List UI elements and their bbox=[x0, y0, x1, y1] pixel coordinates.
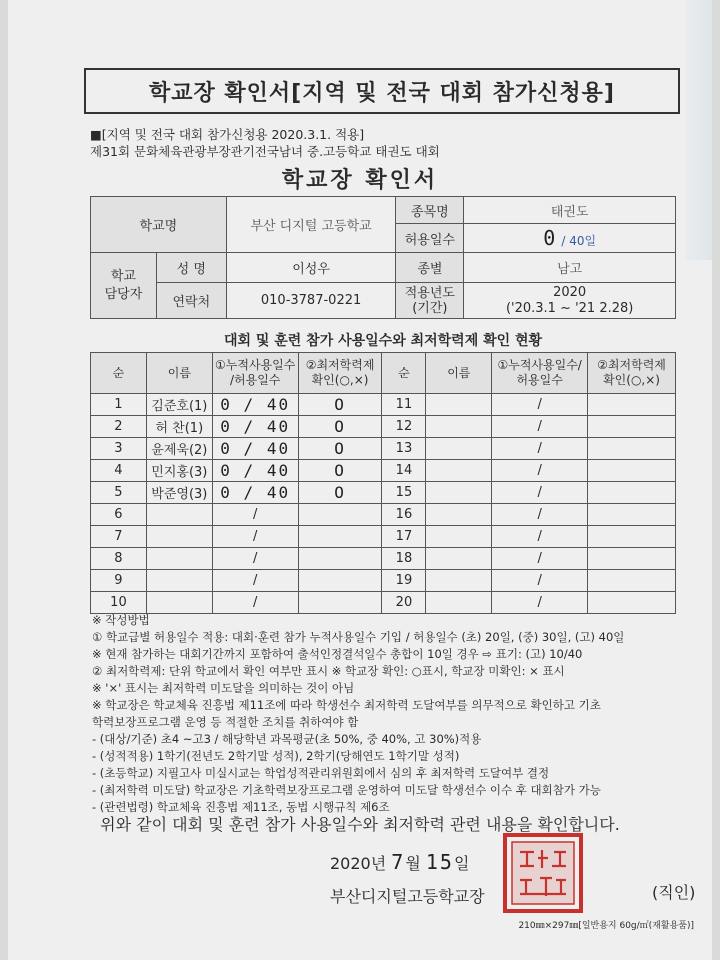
row-no-right: 19 bbox=[382, 570, 426, 592]
row-no-right: 15 bbox=[382, 482, 426, 504]
row-no: 7 bbox=[91, 526, 147, 548]
row-grade-right bbox=[588, 460, 676, 482]
row-days-right: / bbox=[492, 548, 588, 570]
row-grade-right bbox=[588, 438, 676, 460]
row-no-right: 17 bbox=[382, 526, 426, 548]
row-grade bbox=[298, 548, 382, 570]
row-days: / bbox=[212, 526, 298, 548]
col-header-days-right: ①누적사용일수/ 허용일수 bbox=[492, 353, 588, 394]
application-note: ■[지역 및 전국 대회 참가신청용 2020.3.1. 적용] bbox=[90, 127, 365, 142]
row-grade-right bbox=[588, 394, 676, 416]
note-line: - (대상/기준) 초4 ~고3 / 해당학년 과목평균(초 50%, 중 40%, 고 30%)적용 bbox=[92, 732, 482, 746]
row-no: 8 bbox=[91, 548, 147, 570]
table-row bbox=[91, 526, 676, 548]
usage-table bbox=[90, 352, 676, 614]
date-month: 7 bbox=[391, 850, 406, 874]
row-name bbox=[146, 592, 212, 614]
row-grade-right bbox=[588, 526, 676, 548]
staff-name-label: 성 명 bbox=[156, 253, 226, 283]
row-no: 2 bbox=[91, 416, 147, 438]
row-name: 허 찬(1) bbox=[146, 416, 212, 438]
row-no-right: 18 bbox=[382, 548, 426, 570]
row-grade-right bbox=[588, 548, 676, 570]
row-no-right: 20 bbox=[382, 592, 426, 614]
col-header-name-right: 이름 bbox=[426, 353, 492, 394]
row-no-right: 12 bbox=[382, 416, 426, 438]
row-grade-right bbox=[588, 416, 676, 438]
row-days-right: / bbox=[492, 438, 588, 460]
note-line: ※ 작성방법 bbox=[92, 613, 150, 627]
school-name-label: 학교명 bbox=[91, 197, 227, 253]
row-name bbox=[146, 504, 212, 526]
row-days: / bbox=[212, 570, 298, 592]
row-grade-right bbox=[588, 570, 676, 592]
row-days-right: / bbox=[492, 416, 588, 438]
gender-label: 종별 bbox=[396, 253, 464, 283]
row-days-right: / bbox=[492, 570, 588, 592]
note-line: ※ '×' 표시는 최저학력 미도달을 의미하는 것이 아님 bbox=[92, 681, 355, 695]
document-title: 학교장 확인서 bbox=[281, 168, 439, 193]
row-days: 0 / 40 bbox=[212, 460, 298, 482]
col-header-grade: ②최저학력제 확인(○,×) bbox=[298, 353, 382, 394]
row-name-right bbox=[426, 416, 492, 438]
row-no: 4 bbox=[91, 460, 147, 482]
row-name-right bbox=[426, 482, 492, 504]
row-days-right: / bbox=[492, 504, 588, 526]
row-days-right: / bbox=[492, 592, 588, 614]
row-days-right: / bbox=[492, 526, 588, 548]
row-days-right: / bbox=[492, 482, 588, 504]
row-no: 1 bbox=[91, 394, 147, 416]
allowed-days-value bbox=[464, 224, 676, 253]
date-day: 15 bbox=[425, 850, 454, 874]
row-grade-right bbox=[588, 592, 676, 614]
note-line: ② 최저학력제: 단위 학교에서 확인 여부만 표시 ※ 학교장 확인: ○표시, 학교장 미확인: × 표시 bbox=[92, 664, 565, 678]
row-name-right bbox=[426, 526, 492, 548]
row-days: 0 / 40 bbox=[212, 416, 298, 438]
allowed-days-handwritten: 0 bbox=[543, 226, 558, 250]
table-row bbox=[91, 438, 676, 460]
col-header-no-right: 순 bbox=[382, 353, 426, 394]
row-days: 0 / 40 bbox=[212, 482, 298, 504]
col-header-days: ①누적사용일수 /허용일수 bbox=[212, 353, 298, 394]
row-name-right bbox=[426, 570, 492, 592]
table-row bbox=[91, 504, 676, 526]
row-no: 3 bbox=[91, 438, 147, 460]
row-grade: O bbox=[298, 416, 382, 438]
background-edge bbox=[686, 0, 712, 260]
row-grade bbox=[298, 592, 382, 614]
row-no-right: 16 bbox=[382, 504, 426, 526]
row-days: / bbox=[212, 548, 298, 570]
row-no-right: 11 bbox=[382, 394, 426, 416]
table-row bbox=[91, 570, 676, 592]
event-label: 종목명 bbox=[396, 197, 464, 224]
table-row bbox=[91, 592, 676, 614]
date-month-label: 월 bbox=[405, 854, 421, 873]
paper-spec: 210㎜×297㎜[일반용지 60g/㎡(재활용품)] bbox=[518, 921, 694, 931]
row-grade bbox=[298, 570, 382, 592]
row-name bbox=[146, 526, 212, 548]
competition-name: 제31회 문화체육관광부장관기전국남녀 중.고등학교 태권도 대회 bbox=[90, 144, 440, 159]
seal-label: (직인) bbox=[652, 883, 696, 902]
official-seal bbox=[502, 832, 584, 914]
table-row bbox=[91, 416, 676, 438]
table-row bbox=[91, 548, 676, 570]
contact-value: 010-3787-0221 bbox=[226, 283, 396, 319]
row-grade: O bbox=[298, 460, 382, 482]
note-line: ① 학교급별 허용일수 적용: 대회·훈련 참가 누적사용일수 기입 / 허용일수 (초) 20일, (중) 30일, (고) 40일 bbox=[92, 630, 625, 644]
row-grade-right bbox=[588, 482, 676, 504]
row-name-right bbox=[426, 460, 492, 482]
row-days: 0 / 40 bbox=[212, 394, 298, 416]
table-row bbox=[91, 482, 676, 504]
note-line: 학력보장프로그램 운영 등 적절한 조치를 취하여야 함 bbox=[92, 715, 359, 729]
school-info-table bbox=[90, 196, 676, 319]
school-name-value: 부산 디지털 고등학교 bbox=[226, 197, 396, 253]
date-day-label: 일 bbox=[453, 854, 470, 873]
note-line: - (성적적용) 1학기(전년도 2학기말 성적), 2학기(당해연도 1학기말 성적) bbox=[92, 749, 460, 763]
note-line: - (초등학교) 지필고사 미실시교는 학업성적관리위원회에서 심의 후 최저학력 도달여부 결정 bbox=[92, 766, 550, 780]
row-name-right bbox=[426, 504, 492, 526]
year-value: 2020 bbox=[553, 284, 587, 300]
date-year: 2020년 bbox=[330, 854, 387, 873]
row-name: 김준호(1) bbox=[146, 394, 212, 416]
row-name: 민지홍(3) bbox=[146, 460, 212, 482]
row-days: 0 / 40 bbox=[212, 438, 298, 460]
col-header-no: 순 bbox=[91, 353, 147, 394]
row-days: / bbox=[212, 592, 298, 614]
event-value: 태권도 bbox=[464, 197, 676, 224]
row-grade-right bbox=[588, 504, 676, 526]
signature-date bbox=[330, 850, 469, 874]
row-no: 6 bbox=[91, 504, 147, 526]
note-line: ※ 현재 참가하는 대회기간까지 포함하여 출석인정결석일수 총합이 10일 경우 ⇨ 표기: (고) 10/40 bbox=[92, 647, 583, 661]
allowed-days-label: 허용일수 bbox=[396, 224, 464, 253]
row-no: 10 bbox=[91, 592, 147, 614]
usage-section-title: 대회 및 훈련 참가 사용일수와 최저학력제 확인 현황 bbox=[223, 333, 543, 349]
row-days-right: / bbox=[492, 460, 588, 482]
principal-name: 부산디지털고등학교장 bbox=[330, 887, 485, 906]
row-grade: O bbox=[298, 438, 382, 460]
row-days-right: / bbox=[492, 394, 588, 416]
table-row bbox=[91, 460, 676, 482]
note-line: ※ 학교장은 학교체육 진흥법 제11조에 따라 학생선수 최저학력 도달여부를 의무적으로 확인하고 기초 bbox=[92, 698, 601, 712]
row-no-right: 14 bbox=[382, 460, 426, 482]
gender-value: 남고 bbox=[464, 253, 676, 283]
row-name: 박준영(3) bbox=[146, 482, 212, 504]
row-grade: O bbox=[298, 482, 382, 504]
row-grade bbox=[298, 504, 382, 526]
staff-name-value: 이성우 bbox=[226, 253, 396, 283]
year-range: ('20.3.1 ~ '21 2.28) bbox=[505, 300, 634, 316]
row-name bbox=[146, 548, 212, 570]
note-line: - (관련법령) 학교체육 진흥법 제11조, 동법 시행규칙 제6조 bbox=[92, 800, 390, 814]
row-no-right: 13 bbox=[382, 438, 426, 460]
contact-label: 연락처 bbox=[156, 283, 226, 319]
note-line: - (최저학력 미도달) 학교장은 기초학력보장프로그램 운영하여 미도달 학생선수 이수 후 대회참가 가능 bbox=[92, 783, 601, 797]
year-cell bbox=[464, 283, 676, 319]
row-name-right bbox=[426, 394, 492, 416]
row-grade: O bbox=[298, 394, 382, 416]
instructions bbox=[92, 612, 692, 816]
staff-label: 학교 담당자 bbox=[91, 253, 157, 319]
col-header-grade-right: ②최저학력제 확인(○,×) bbox=[588, 353, 676, 394]
row-no: 9 bbox=[91, 570, 147, 592]
row-days: / bbox=[212, 504, 298, 526]
row-no: 5 bbox=[91, 482, 147, 504]
row-name-right bbox=[426, 592, 492, 614]
allowed-days-printed: / 40일 bbox=[561, 234, 597, 248]
row-name-right bbox=[426, 438, 492, 460]
year-label: 적용년도 (기간) bbox=[396, 283, 464, 319]
row-grade bbox=[298, 526, 382, 548]
table-row bbox=[91, 394, 676, 416]
row-name bbox=[146, 570, 212, 592]
document-header-title: 학교장 확인서[지역 및 전국 대회 참가신청용] bbox=[84, 68, 680, 114]
row-name-right bbox=[426, 548, 492, 570]
col-header-name: 이름 bbox=[146, 353, 212, 394]
row-name: 윤제욱(2) bbox=[146, 438, 212, 460]
confirmation-statement: 위와 같이 대회 및 훈련 참가 사용일수와 최저학력 관련 내용을 확인합니다. bbox=[100, 815, 620, 834]
